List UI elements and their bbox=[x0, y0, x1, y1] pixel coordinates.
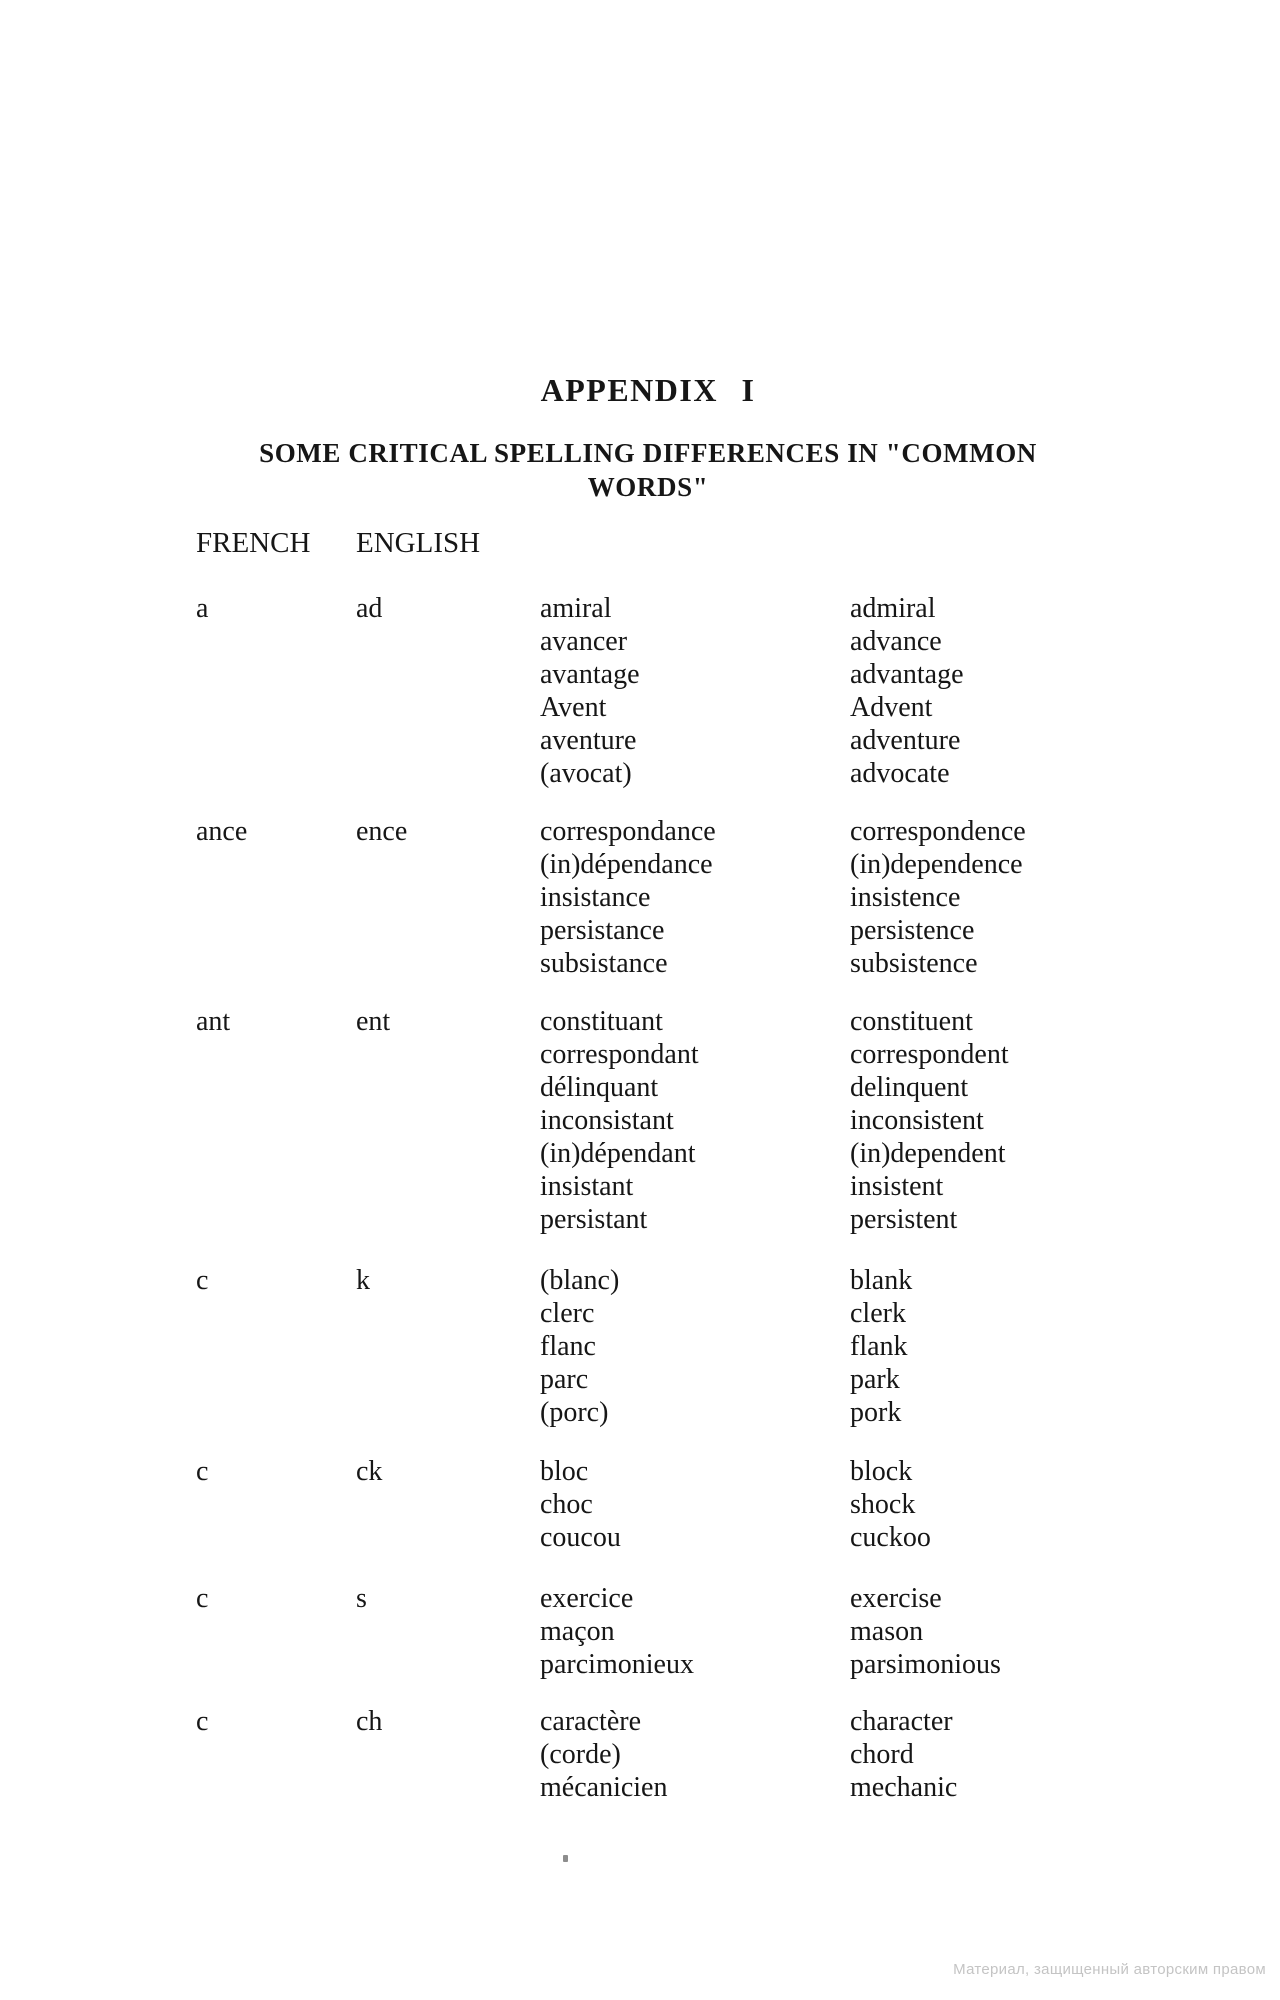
english-words-column bbox=[850, 592, 964, 790]
english-word: blank bbox=[850, 1265, 913, 1296]
page-title: APPENDIX I bbox=[540, 372, 756, 408]
french-word: Avent bbox=[540, 692, 607, 723]
english-words-column bbox=[850, 1005, 1009, 1236]
english-words-column bbox=[850, 1264, 912, 1429]
french-word: correspondant bbox=[540, 1039, 699, 1070]
french-word: avantage bbox=[540, 659, 640, 690]
french-word: caractère bbox=[540, 1706, 641, 1737]
english-pattern: ent bbox=[356, 1006, 391, 1037]
page-subtitle bbox=[16, 436, 1280, 504]
column-header-english: ENGLISH bbox=[356, 527, 481, 559]
french-word: maçon bbox=[540, 1616, 615, 1647]
french-word: bloc bbox=[540, 1456, 589, 1487]
copyright-watermark: Материал, защищенный авторским правом bbox=[953, 1961, 1266, 1978]
english-word: advantage bbox=[850, 659, 964, 690]
french-words-column bbox=[540, 592, 640, 790]
french-word: insistant bbox=[540, 1171, 634, 1202]
english-word: mason bbox=[850, 1616, 924, 1647]
english-word: mechanic bbox=[850, 1772, 958, 1803]
ink-speck bbox=[563, 1855, 568, 1862]
french-word: (corde) bbox=[540, 1739, 621, 1770]
english-word: subsistence bbox=[850, 948, 978, 979]
french-word: parcimonieux bbox=[540, 1649, 694, 1680]
english-word: insistence bbox=[850, 882, 961, 913]
french-word: clerc bbox=[540, 1298, 595, 1329]
english-word: advocate bbox=[850, 758, 950, 789]
french-word: mécanicien bbox=[540, 1772, 668, 1803]
french-word: inconsistant bbox=[540, 1105, 674, 1136]
french-words-column bbox=[540, 1705, 667, 1804]
french-word: correspondance bbox=[540, 816, 716, 847]
french-word: coucou bbox=[540, 1522, 621, 1553]
french-word: parc bbox=[540, 1364, 589, 1395]
french-word: choc bbox=[540, 1489, 593, 1520]
english-words-column bbox=[850, 1582, 1001, 1681]
french-word: constituant bbox=[540, 1006, 663, 1037]
french-word: subsistance bbox=[540, 948, 668, 979]
french-words-column bbox=[540, 1582, 694, 1681]
english-word: adventure bbox=[850, 725, 961, 756]
french-word: persistant bbox=[540, 1204, 648, 1235]
french-word: flanc bbox=[540, 1331, 596, 1362]
french-pattern: c bbox=[196, 1265, 209, 1296]
english-word: pork bbox=[850, 1397, 902, 1428]
english-words-column bbox=[850, 1705, 957, 1804]
english-word: admiral bbox=[850, 593, 936, 624]
column-header-french: FRENCH bbox=[196, 527, 311, 559]
french-word: insistance bbox=[540, 882, 651, 913]
page-subtitle-line1: SOME CRITICAL SPELLING DIFFERENCES IN "COMMON bbox=[259, 438, 1037, 468]
english-word: parsimonious bbox=[850, 1649, 1001, 1680]
french-word: délinquant bbox=[540, 1072, 659, 1103]
english-word: (in)dependence bbox=[850, 849, 1023, 880]
french-pattern: a bbox=[196, 593, 209, 624]
french-words-column bbox=[540, 815, 716, 980]
english-word: (in)dependent bbox=[850, 1138, 1006, 1169]
english-pattern: ad bbox=[356, 593, 383, 624]
english-word: exercise bbox=[850, 1583, 942, 1614]
page-subtitle-line2: WORDS" bbox=[587, 472, 709, 502]
english-pattern: ck bbox=[356, 1456, 383, 1487]
english-pattern: ence bbox=[356, 816, 408, 847]
english-word: Advent bbox=[850, 692, 933, 723]
english-word: shock bbox=[850, 1489, 916, 1520]
english-word: flank bbox=[850, 1331, 908, 1362]
french-words-column bbox=[540, 1455, 621, 1554]
french-pattern: c bbox=[196, 1456, 209, 1487]
english-word: correspondent bbox=[850, 1039, 1009, 1070]
french-word: (avocat) bbox=[540, 758, 632, 789]
english-word: chord bbox=[850, 1739, 914, 1770]
french-word: (porc) bbox=[540, 1397, 609, 1428]
french-word: amiral bbox=[540, 593, 612, 624]
english-word: delinquent bbox=[850, 1072, 969, 1103]
english-word: constituent bbox=[850, 1006, 973, 1037]
french-word: exercice bbox=[540, 1583, 634, 1614]
english-word: insistent bbox=[850, 1171, 944, 1202]
english-word: cuckoo bbox=[850, 1522, 931, 1553]
french-words-column bbox=[540, 1005, 699, 1236]
english-words-column bbox=[850, 815, 1026, 980]
english-word: persistent bbox=[850, 1204, 958, 1235]
english-word: block bbox=[850, 1456, 913, 1487]
french-word: persistance bbox=[540, 915, 665, 946]
english-word: inconsistent bbox=[850, 1105, 984, 1136]
french-words-column bbox=[540, 1264, 619, 1429]
french-pattern: ance bbox=[196, 816, 248, 847]
english-pattern: k bbox=[356, 1265, 370, 1296]
english-pattern: s bbox=[356, 1583, 367, 1614]
french-pattern: ant bbox=[196, 1006, 231, 1037]
english-words-column bbox=[850, 1455, 931, 1554]
french-word: (in)dépendance bbox=[540, 849, 713, 880]
french-pattern: c bbox=[196, 1583, 209, 1614]
french-word: aventure bbox=[540, 725, 637, 756]
english-word: character bbox=[850, 1706, 953, 1737]
french-pattern: c bbox=[196, 1706, 209, 1737]
english-word: park bbox=[850, 1364, 900, 1395]
french-word: avancer bbox=[540, 626, 628, 657]
english-word: clerk bbox=[850, 1298, 906, 1329]
french-word: (blanc) bbox=[540, 1265, 620, 1296]
english-word: persistence bbox=[850, 915, 975, 946]
english-pattern: ch bbox=[356, 1706, 383, 1737]
english-word: correspondence bbox=[850, 816, 1026, 847]
french-word: (in)dépendant bbox=[540, 1138, 696, 1169]
english-word: advance bbox=[850, 626, 942, 657]
